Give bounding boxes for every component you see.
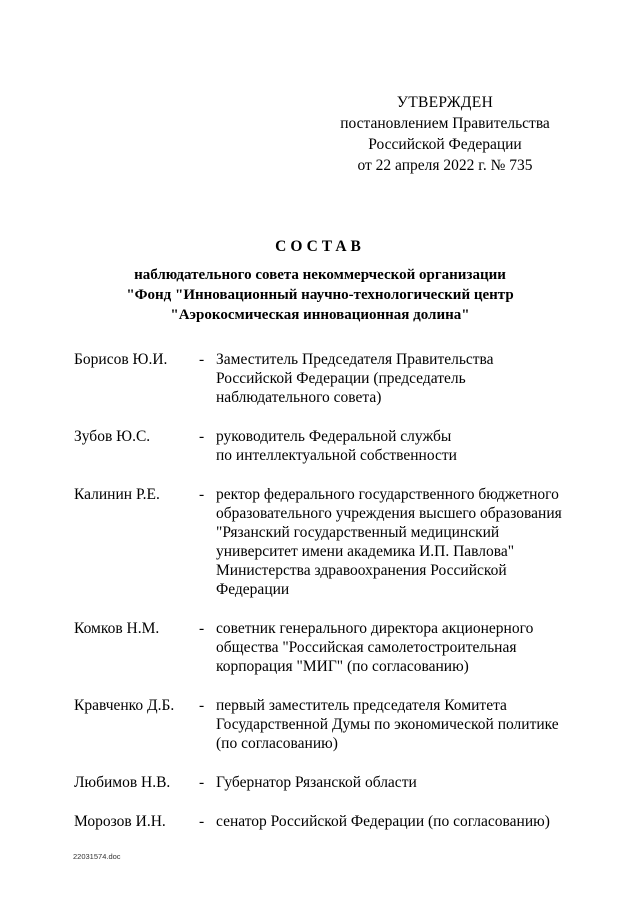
position-line: наблюдательного совета) (216, 389, 382, 406)
position-line: университет имени академика И.П. Павлова" (216, 543, 515, 560)
position-line: Министерства здравоохранения Российской (216, 562, 507, 579)
member-row (74, 619, 574, 676)
position-line: Губернатор Рязанской области (216, 774, 417, 791)
members-list (74, 350, 574, 831)
member-position (216, 812, 574, 831)
position-line: Заместитель Председателя Правительства (216, 351, 494, 368)
position-line: образовательного учреждения высшего образования (216, 505, 562, 522)
member-position (216, 350, 574, 407)
member-position (216, 427, 574, 465)
member-dash: - (199, 351, 205, 368)
member-name: Морозов И.Н. (74, 813, 166, 830)
document-subtitle (100, 265, 540, 325)
member-dash: - (199, 486, 205, 503)
approval-heading: УТВЕРЖДЕН (396, 94, 494, 111)
member-dash: - (199, 428, 205, 445)
member-position (216, 696, 574, 753)
approval-date-number: от 22 апреля 2022 г. № 735 (357, 157, 533, 174)
position-line: первый заместитель председателя Комитета (216, 697, 507, 714)
member-row (74, 812, 574, 831)
member-dash: - (199, 620, 205, 637)
member-row (74, 485, 574, 599)
position-line: сенатор Российской Федерации (по согласованию) (216, 813, 550, 830)
member-row (74, 427, 574, 465)
subtitle-line: наблюдательного совета некоммерческой организации (134, 267, 506, 283)
position-line: "Рязанский государственный медицинский (216, 524, 500, 541)
member-row (74, 696, 574, 753)
subtitle-line: "Аэрокосмическая инновационная долина" (170, 307, 470, 323)
position-line: ректор федерального государственного бюджетного (216, 486, 559, 503)
approval-line: Российской Федерации (368, 136, 522, 153)
member-dash: - (199, 813, 205, 830)
member-dash: - (199, 697, 205, 714)
member-name: Борисов Ю.И. (74, 351, 168, 368)
position-line: корпорация "МИГ" (по согласованию) (216, 658, 469, 675)
subtitle-line: "Фонд "Инновационный научно-технологический центр (126, 287, 514, 303)
position-line: руководитель Федеральной службы (216, 428, 452, 445)
member-name: Зубов Ю.С. (74, 428, 151, 445)
member-dash: - (199, 774, 205, 791)
member-position (216, 619, 574, 676)
position-line: Российской Федерации (председатель (216, 370, 466, 387)
member-name: Любимов Н.В. (74, 774, 171, 791)
approval-line: постановлением Правительства (340, 115, 550, 132)
position-line: общества "Российская самолетостроительная (216, 639, 517, 656)
member-row (74, 350, 574, 407)
position-line: по интеллектуальной собственности (216, 447, 457, 464)
document-title: СОСТАВ (275, 238, 365, 255)
member-name: Калинин Р.Е. (74, 486, 160, 503)
member-position (216, 773, 574, 792)
member-position (216, 485, 574, 599)
member-name: Комков Н.М. (74, 620, 160, 637)
file-name-footer: 22031574.doc (73, 852, 121, 861)
position-line: Государственной Думы по экономической политике (216, 716, 559, 733)
position-line: советник генерального директора акционерного (216, 620, 534, 637)
approval-block (330, 92, 560, 176)
member-name: Кравченко Д.Б. (74, 697, 175, 714)
position-line: (по согласованию) (216, 735, 338, 752)
position-line: Федерации (216, 581, 290, 598)
member-row (74, 773, 574, 792)
